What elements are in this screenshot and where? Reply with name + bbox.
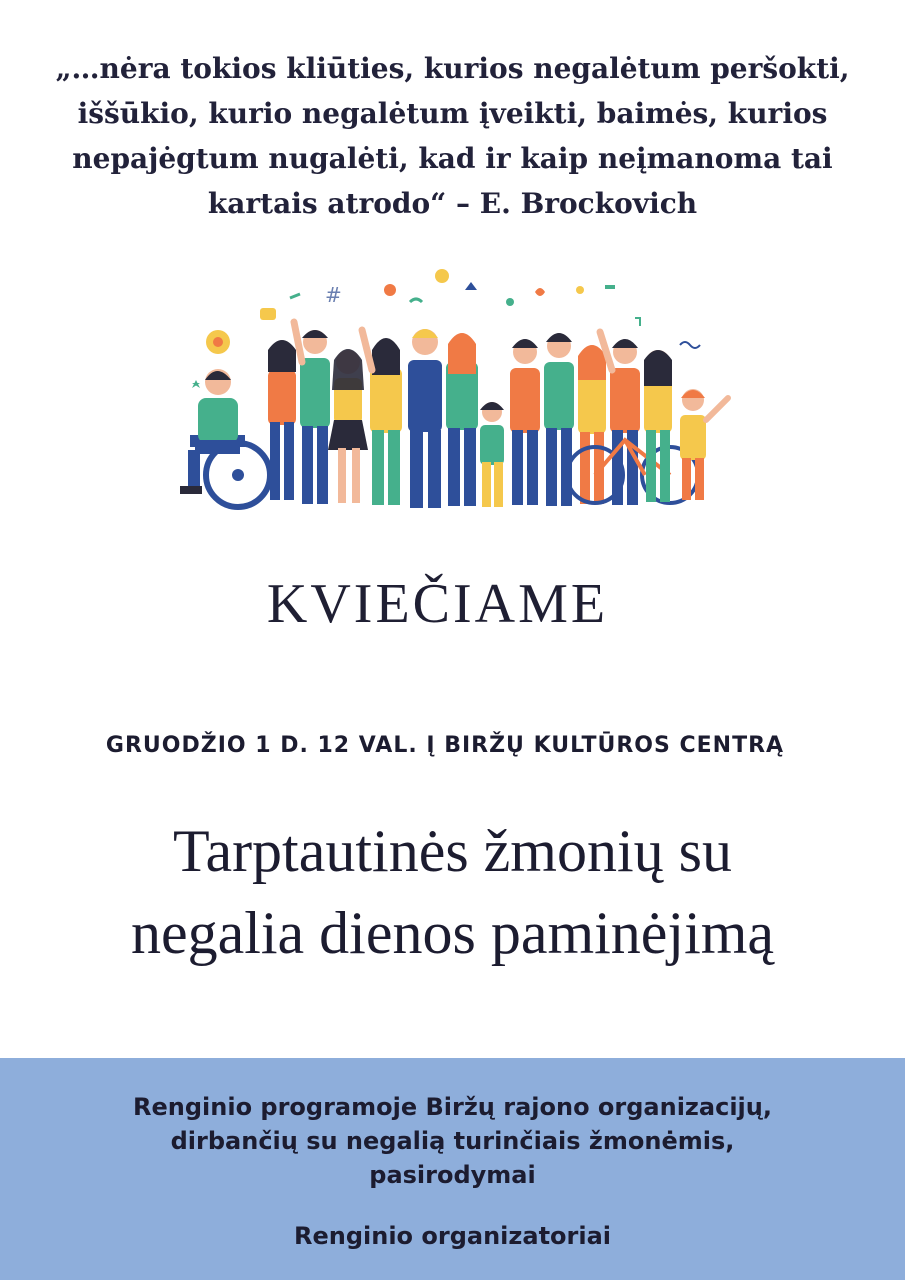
event-title-line2: negalia dienos paminėjimą: [130, 900, 775, 966]
program-line3: pasirodymai: [369, 1161, 536, 1189]
event-title: [40, 810, 865, 974]
wheelchair-person-icon: [180, 369, 270, 507]
program-text: [30, 1090, 875, 1192]
invite-heading: KVIEČIAME: [266, 573, 609, 635]
program-line1: Renginio programoje Biržų rajono organizacijų,: [133, 1093, 772, 1121]
svg-text:#: #: [325, 283, 342, 307]
program-line2: dirbančių su negalią turinčiais žmonėmis,: [170, 1127, 735, 1155]
people-group-icon: [268, 322, 728, 508]
info-panel: [0, 1058, 905, 1280]
event-title-line1: Tarptautinės žmonių su: [172, 818, 732, 884]
quote-text: „…nėra tokios kliūties, kurios negalėtum peršokti, iššūkio, kurio negalėtum įveikti, baimės, kurios nepajėgtum nugalėti, kad ir kaip neįmanoma tai kartais atrodo“ – E. Brockovich: [55, 52, 850, 220]
crowd-illustration: [150, 250, 750, 540]
organizers-label: Renginio organizatoriai: [293, 1222, 612, 1250]
date-location-text: GRUODŽIO 1 D. 12 VAL. Į BIRŽŲ KULTŪROS CENTRĄ: [105, 733, 785, 758]
